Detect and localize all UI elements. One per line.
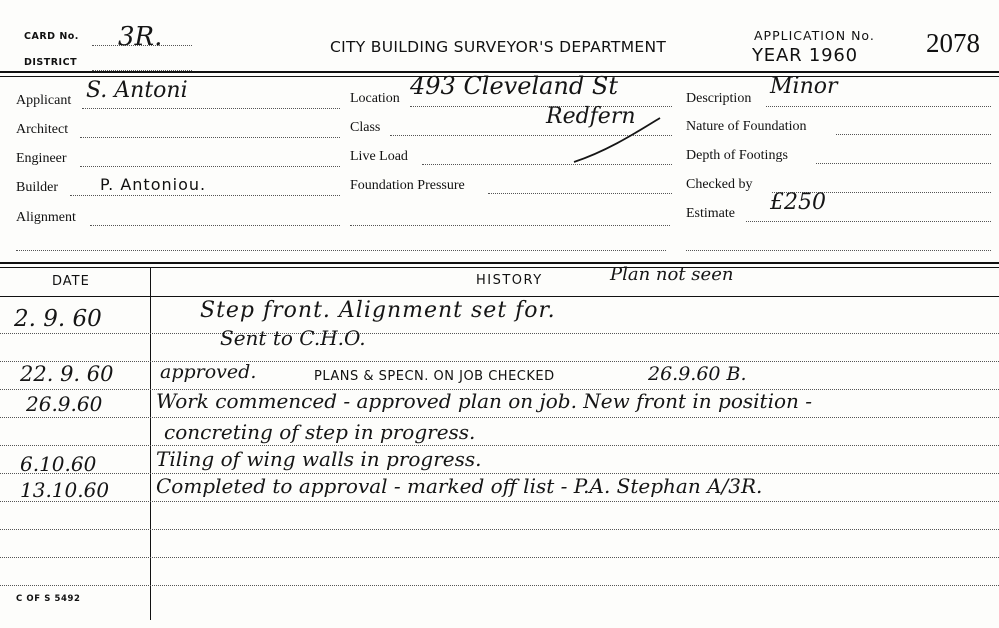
right-bottom-rule xyxy=(686,250,991,251)
location-value-2: Redfern xyxy=(546,104,636,129)
form-code: C OF S 5492 xyxy=(16,594,81,604)
description-value: Minor xyxy=(770,74,838,99)
class-label: Class xyxy=(350,120,381,135)
location-label: Location xyxy=(350,91,400,106)
entry-printed-stamp: PLANS & SPECN. ON JOB CHECKED xyxy=(314,369,555,384)
alignment-rule-2 xyxy=(350,225,670,226)
live-load-label: Live Load xyxy=(350,149,408,164)
entry-date: 26.9.60 xyxy=(26,392,103,416)
builder-label: Builder xyxy=(16,180,58,195)
entry-text: Tiling of wing walls in progress. xyxy=(156,447,482,471)
entry-date: 6.10.60 xyxy=(20,452,97,476)
history-line xyxy=(0,333,999,334)
entry-text: concreting of step in progress. xyxy=(164,420,476,444)
builder-value: P. Antoniou. xyxy=(100,175,207,194)
foundation-pressure-rule xyxy=(488,193,672,194)
history-note: Plan not seen xyxy=(610,264,734,285)
location-value: 493 Cleveland St xyxy=(410,72,618,100)
entry-date: 13.10.60 xyxy=(20,478,110,502)
department-title: CITY BUILDING SURVEYOR'S DEPARTMENT xyxy=(330,38,667,56)
entry-text-after: 26.9.60 B. xyxy=(648,363,747,385)
entry-text: Sent to C.H.O. xyxy=(220,326,366,350)
nature-of-foundation-rule xyxy=(836,134,991,135)
entry-text: Completed to approval - marked off list - P.A. Stephan A/3R. xyxy=(156,474,763,498)
history-line xyxy=(0,361,999,362)
entry-date: 2. 9. 60 xyxy=(14,306,102,332)
year-label: YEAR 1960 xyxy=(752,45,858,66)
card-no-label: CARD No. xyxy=(24,31,79,42)
entry-text: approved. xyxy=(160,361,257,383)
applicant-value: S. Antoni xyxy=(86,78,188,103)
estimate-label: Estimate xyxy=(686,206,735,221)
history-line xyxy=(0,585,999,586)
fields-bottom-rule xyxy=(16,250,666,251)
date-column-divider xyxy=(150,268,151,620)
depth-of-footings-rule xyxy=(816,163,991,164)
engineer-label: Engineer xyxy=(16,151,67,166)
estimate-value: £250 xyxy=(770,190,826,215)
district-label: DISTRICT xyxy=(24,57,78,68)
history-line xyxy=(0,557,999,558)
history-line xyxy=(0,417,999,418)
architect-label: Architect xyxy=(16,122,69,137)
signature-flourish xyxy=(560,110,670,170)
history-column-header: HISTORY xyxy=(476,273,543,288)
foundation-pressure-label: Foundation Pressure xyxy=(350,178,465,193)
application-number: 2078 xyxy=(926,28,980,58)
applicant-rule xyxy=(82,108,340,109)
depth-of-footings-label: Depth of Footings xyxy=(686,148,788,163)
entry-date: 22. 9. 60 xyxy=(20,362,114,386)
description-label: Description xyxy=(686,91,752,106)
nature-of-foundation-label: Nature of Foundation xyxy=(686,119,807,134)
alignment-label: Alignment xyxy=(16,210,76,225)
applicant-label: Applicant xyxy=(16,93,72,108)
history-line xyxy=(0,501,999,502)
application-no-label: APPLICATION No. xyxy=(754,28,875,43)
history-line xyxy=(0,445,999,446)
history-line xyxy=(0,529,999,530)
history-rule-top xyxy=(0,262,999,264)
builder-rule xyxy=(70,195,340,196)
architect-rule xyxy=(80,137,340,138)
date-column-header: DATE xyxy=(52,274,90,289)
entry-text: Step front. Alignment set for. xyxy=(200,298,556,323)
entry-text: Work commenced - approved plan on job. New front in position - xyxy=(156,389,813,413)
checked-by-label: Checked by xyxy=(686,177,753,192)
alignment-rule xyxy=(90,225,340,226)
description-rule xyxy=(766,106,991,107)
estimate-rule xyxy=(746,221,991,222)
engineer-rule xyxy=(80,166,340,167)
card-no-value: 3R. xyxy=(118,22,163,52)
